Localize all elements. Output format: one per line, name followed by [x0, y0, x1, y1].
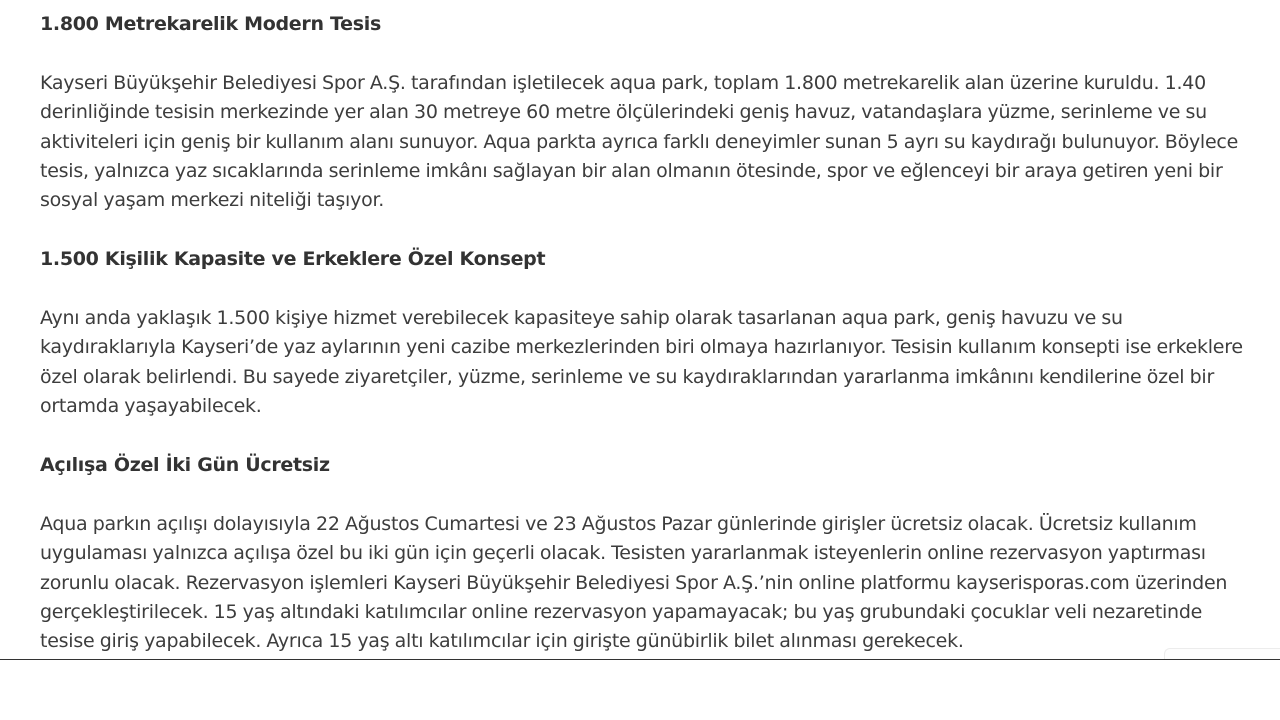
section-heading-opening: Açılışa Özel İki Gün Ücretsiz	[40, 454, 330, 477]
section-paragraph-facility: Kayseri Büyükşehir Belediyesi Spor A.Ş. tarafından işletilecek aqua park, toplam 1.800 metrekarelik alan üzerine kuruldu. 1.40 derinliğinde tesisin merkezinde yer alan 30 metreye 60 metre ölçülerindeki geniş havuz, vatandaşlara yüzme, serinleme ve su aktiviteleri için geniş bir kullanım alanı sunuyor. Aqua parkta ayrıca farklı deneyimler sunan 5 ayrı su kaydırağı bulunuyor. Böylece tesis, yalnızca yaz sıcaklarında serinleme imkânı sağlayan bir alan olmanın ötesinde, spor ve eğlenceyi bir araya getiren yeni bir sosyal yaşam merkezi niteliği taşıyor.	[40, 71, 1239, 212]
spacer	[40, 422, 1258, 451]
spacer	[40, 39, 1258, 68]
section-heading-facility: 1.800 Metrekarelik Modern Tesis	[40, 13, 381, 35]
article-body	[40, 10, 1258, 657]
spacer	[40, 216, 1258, 245]
blank-footer-area	[0, 660, 1280, 720]
spacer	[40, 480, 1258, 509]
section-paragraph-capacity: Aynı anda yaklaşık 1.500 kişiye hizmet verebilecek kapasiteye sahip olarak tasarlanan aqua park, geniş havuzu ve su kaydıraklarıyla Kayseri’de yaz aylarının yeni cazibe merkezlerinden biri olmaya hazırlanıyor. Tesisin kullanım konsepti ise erkeklere özel olarak belirlendi. Bu sayede ziyaretçiler, yüzme, serinleme ve su kaydıraklarından yararlanma imkânını kendilerine özel bir ortamda yaşayabilecek.	[40, 307, 1243, 418]
spacer	[40, 275, 1258, 304]
section-heading-capacity: 1.500 Kişilik Kapasite ve Erkeklere Özel Konsept	[40, 248, 546, 271]
section-paragraph-opening: Aqua parkın açılışı dolayısıyla 22 Ağustos Cumartesi ve 23 Ağustos Pazar günlerinde girişler ücretsiz olacak. Ücretsiz kullanım uygulaması yalnızca açılışa özel bu iki gün için geçerli olacak. Tesisten yararlanmak isteyenlerin online rezervasyon yaptırması zorunlu olacak. Rezervasyon işlemleri Kayseri Büyükşehir Belediyesi Spor A.Ş.’nin online platformu kayserisporas.com üzerinden gerçekleştirilecek. 15 yaş altındaki katılımcılar online rezervasyon yapamayacak; bu yaş grubundaki çocuklar veli nezaretinde tesise giriş yapabilecek. Ayrıca 15 yaş altı katılımcılar için girişte günübirlik bilet alınması gerekecek.	[40, 512, 1228, 653]
